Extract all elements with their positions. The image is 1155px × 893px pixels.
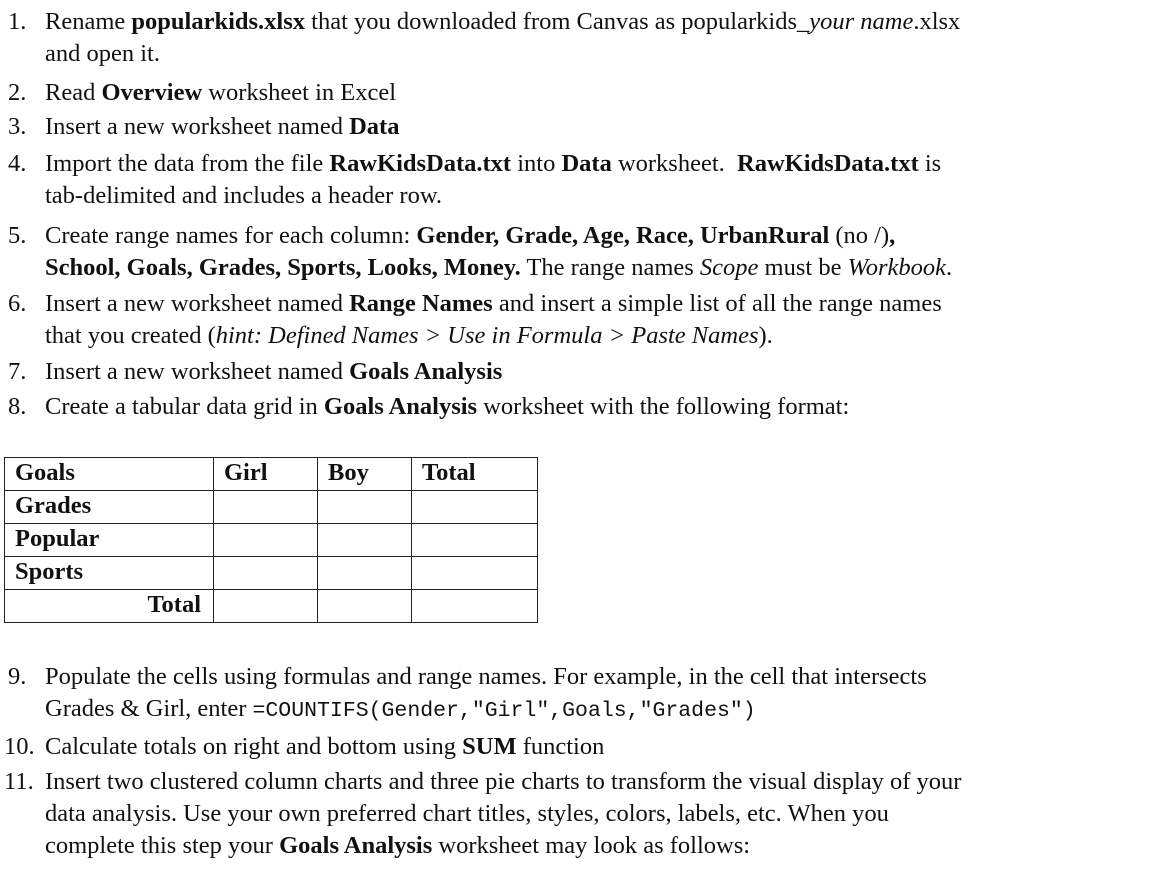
- step-text: Insert a new worksheet named Goals Analysis: [45, 358, 503, 385]
- table-row: [5, 557, 538, 590]
- step-number: 10.: [4, 733, 35, 760]
- step-text-continued: Grades & Girl, enter =COUNTIFS(Gender,"Girl",Goals,"Grades"): [45, 695, 756, 723]
- table-row: [5, 491, 538, 524]
- cell-popular-girl: [214, 524, 318, 557]
- step-number: 2.: [8, 79, 27, 106]
- step-text-continued: complete this step your Goals Analysis worksheet may look as follows:: [45, 832, 751, 859]
- step-text-continued: tab-delimited and includes a header row.: [45, 182, 443, 209]
- step-text: Insert a new worksheet named Data: [45, 113, 400, 140]
- step-text: Insert a new worksheet named Range Names and insert a simple list of all the range names: [45, 290, 942, 317]
- step-text: Create range names for each column: Gender, Grade, Age, Race, UrbanRural (no /),: [45, 222, 896, 249]
- step-text: Insert two clustered column charts and three pie charts to transform the visual display of your: [45, 768, 962, 795]
- step-number: 7.: [8, 358, 27, 385]
- row-label-grades: Grades: [5, 491, 214, 524]
- cell-total-boy: [318, 590, 412, 623]
- cell-grades-boy: [318, 491, 412, 524]
- step-text: Rename popularkids.xlsx that you downloaded from Canvas as popularkids_your name.xlsx: [45, 8, 961, 35]
- cell-grades-girl: [214, 491, 318, 524]
- table-row: [5, 524, 538, 557]
- step-number: 4.: [8, 150, 27, 177]
- step-number: 1.: [8, 8, 27, 35]
- cell-sports-girl: [214, 557, 318, 590]
- step-text-continued: and open it.: [45, 40, 160, 67]
- step-number: 8.: [8, 393, 27, 420]
- step-text-continued: data analysis. Use your own preferred chart titles, styles, colors, labels, etc. When you: [45, 800, 889, 827]
- step-text: Create a tabular data grid in Goals Analysis worksheet with the following format:: [45, 393, 850, 420]
- cell-popular-boy: [318, 524, 412, 557]
- step-text: Populate the cells using formulas and range names. For example, in the cell that intersects: [45, 663, 927, 690]
- step-number: 5.: [8, 222, 27, 249]
- step-number: 6.: [8, 290, 27, 317]
- cell-sports-boy: [318, 557, 412, 590]
- step-text-continued: School, Goals, Grades, Sports, Looks, Money. The range names Scope must be Workbook.: [45, 254, 953, 281]
- formula-example: =COUNTIFS(Gender,"Girl",Goals,"Grades"): [252, 699, 756, 723]
- row-label-sports: Sports: [5, 557, 214, 590]
- cell-grades-total: [412, 491, 538, 524]
- header-girl: Girl: [214, 458, 318, 491]
- table-header-row: [5, 458, 538, 491]
- cell-total-girl: [214, 590, 318, 623]
- row-label-total: Total: [5, 590, 214, 623]
- step-number: 9.: [8, 663, 27, 690]
- header-total: Total: [412, 458, 538, 491]
- step-text-continued: that you created (hint: Defined Names > Use in Formula > Paste Names).: [45, 322, 773, 349]
- cell-sports-total: [412, 557, 538, 590]
- row-label-popular: Popular: [5, 524, 214, 557]
- cell-popular-total: [412, 524, 538, 557]
- step-number: 11.: [4, 768, 34, 795]
- table-total-row: [5, 590, 538, 623]
- header-boy: Boy: [318, 458, 412, 491]
- cell-total-total: [412, 590, 538, 623]
- step-text: Import the data from the file RawKidsData.txt into Data worksheet. RawKidsData.txt is: [45, 150, 942, 177]
- step-text: Calculate totals on right and bottom using SUM function: [45, 733, 605, 760]
- step-number: 3.: [8, 113, 27, 140]
- step-text: Read Overview worksheet in Excel: [45, 79, 397, 106]
- header-goals: Goals: [5, 458, 214, 491]
- goals-grid-table: [4, 457, 538, 623]
